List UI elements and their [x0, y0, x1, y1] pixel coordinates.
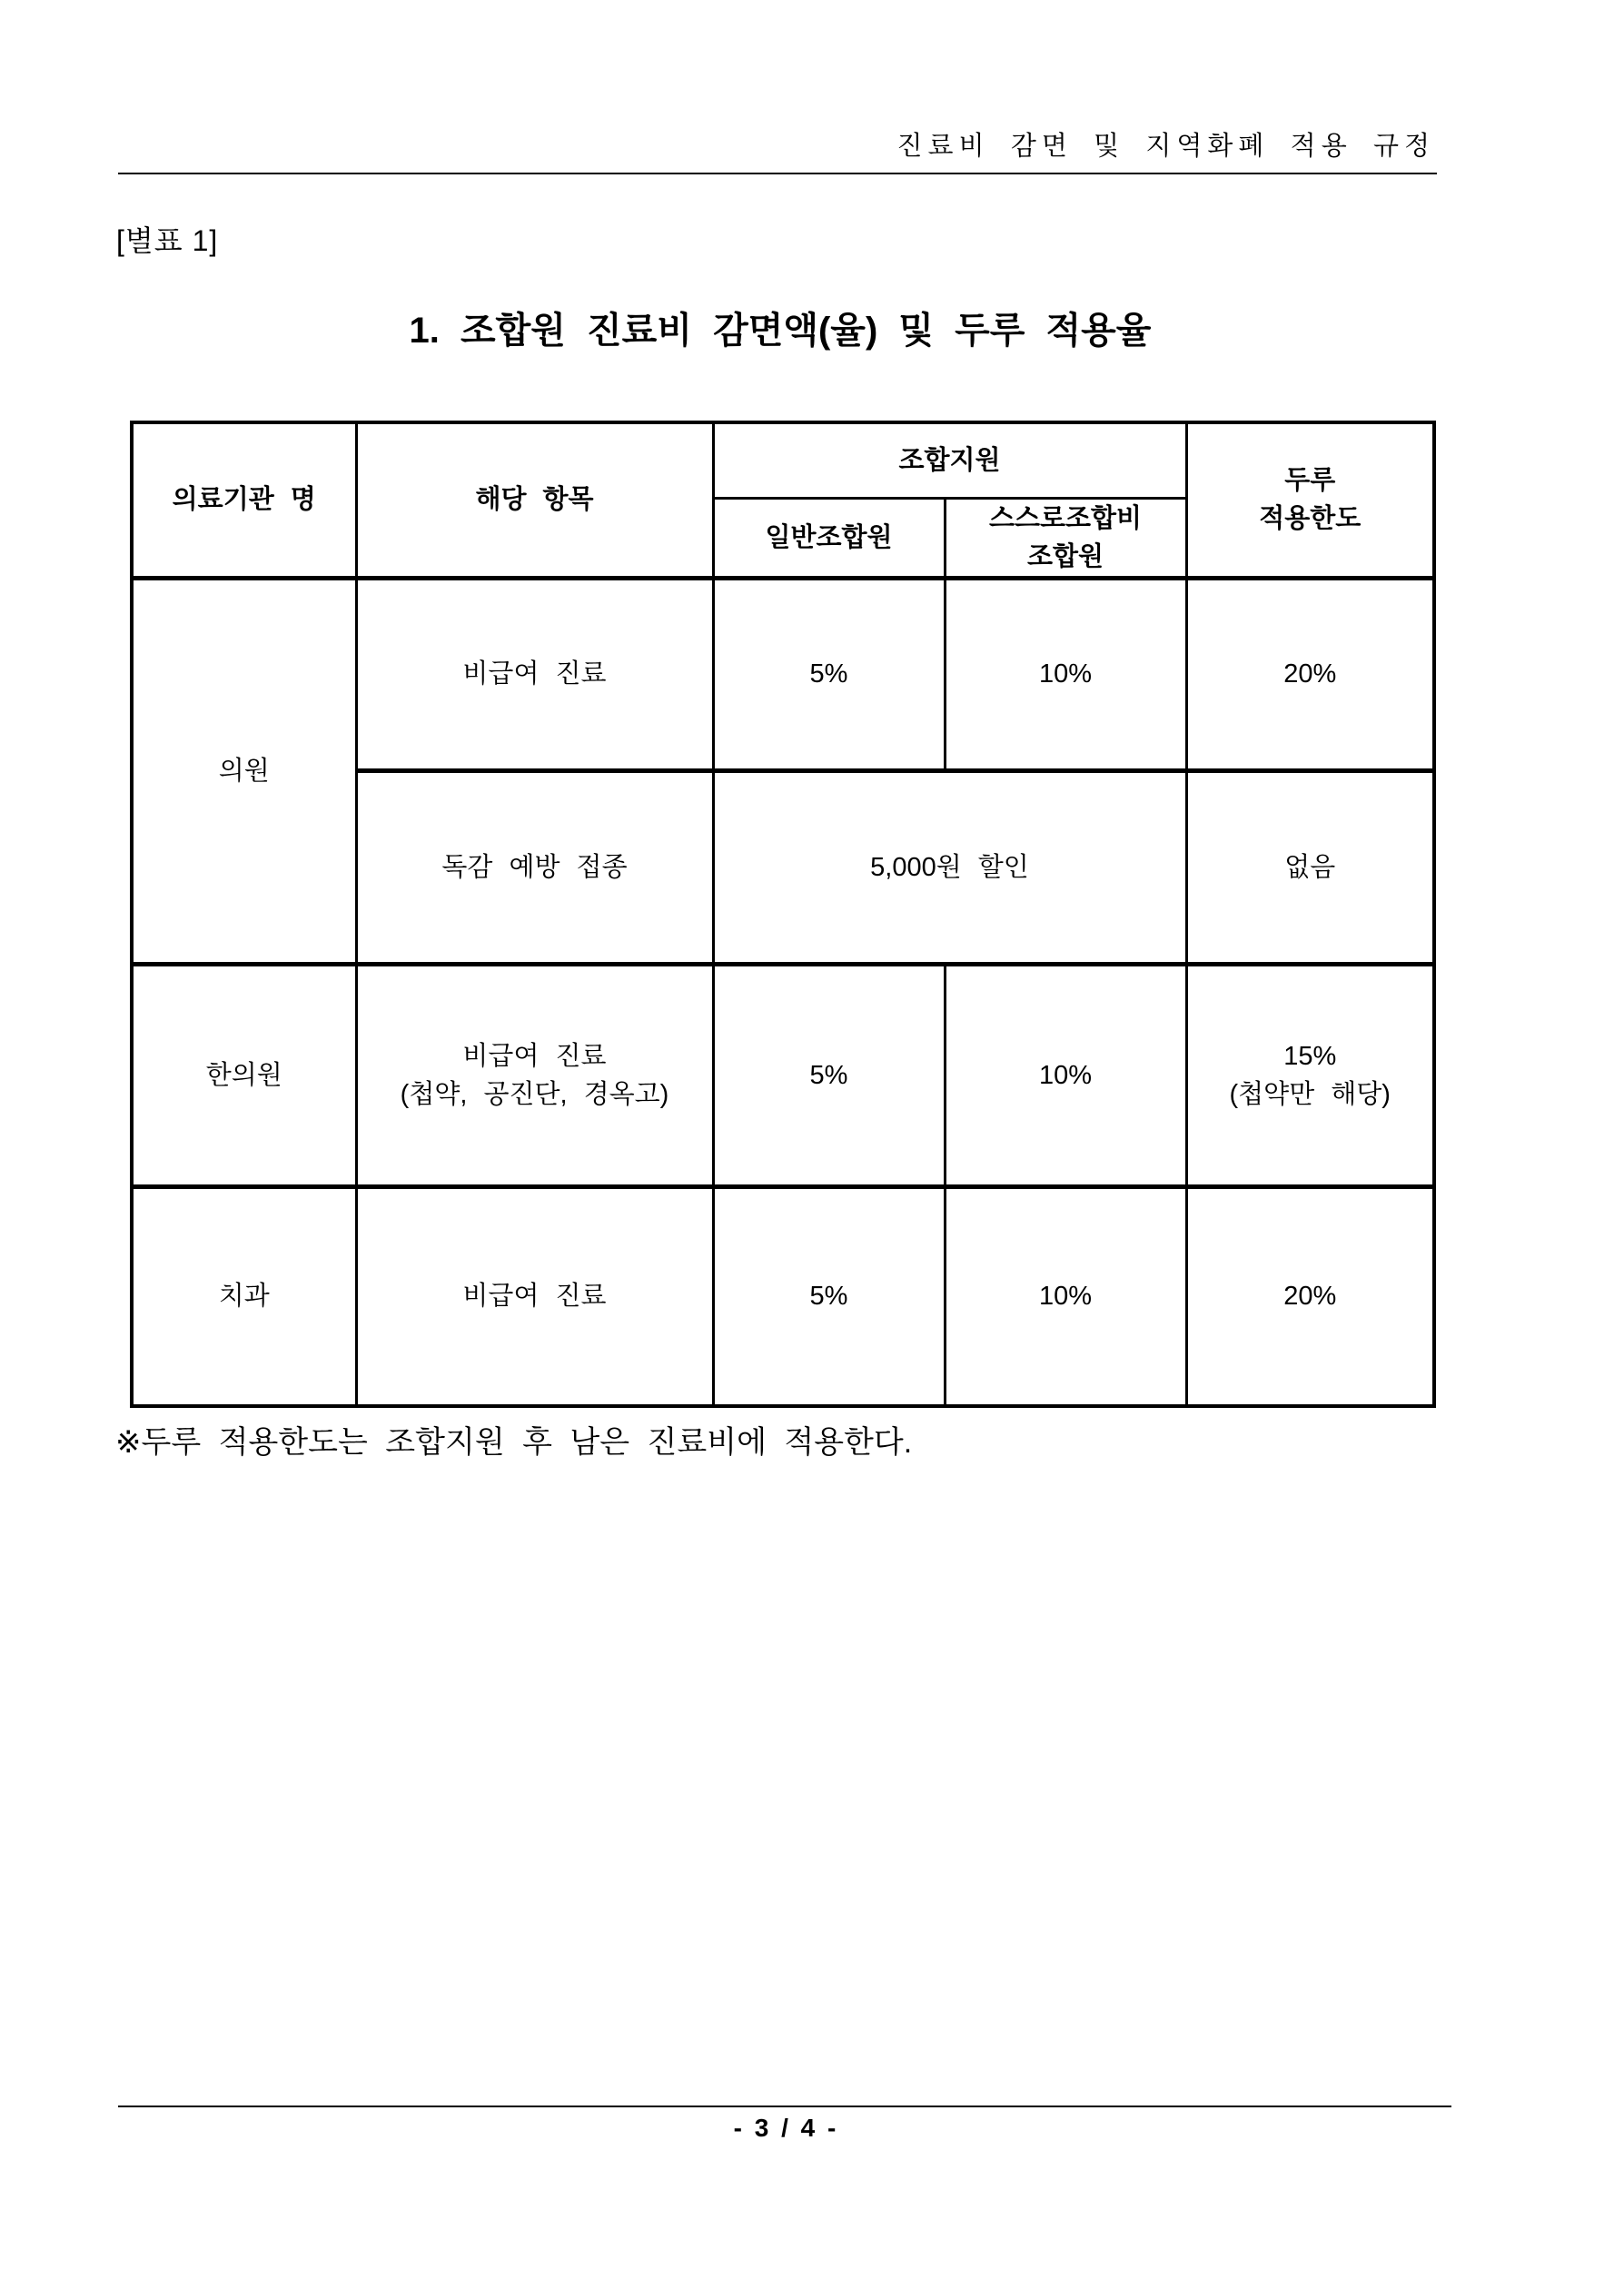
cell-general-rate: 5%	[713, 964, 945, 1186]
cell-self-rate: 10%	[945, 1186, 1186, 1406]
cell-duru-limit	[1186, 964, 1434, 1186]
col-header-general-member: 일반조합원	[713, 498, 945, 578]
table-row-clinic-nonreimbursed	[132, 578, 1434, 770]
discount-rate-table	[130, 421, 1436, 1408]
cell-institution-dental: 치과	[132, 1186, 356, 1406]
cell-institution-korean-medicine: 한의원	[132, 964, 356, 1186]
cell-item: 비급여 진료	[356, 578, 713, 770]
cell-self-rate: 10%	[945, 964, 1186, 1186]
col-header-self-member	[945, 498, 1186, 578]
duru-limit-line1: 15%	[1283, 1041, 1337, 1071]
running-header-title: 진료비 감면 및 지역화폐 적용 규정	[896, 132, 1435, 161]
cell-support-merged: 5,000원 할인	[713, 770, 1186, 964]
col-header-duru-limit	[1186, 422, 1434, 578]
table-row-dental	[132, 1186, 1434, 1406]
cell-institution-clinic: 의원	[132, 578, 356, 964]
header-rule	[118, 173, 1437, 174]
cell-item	[356, 964, 713, 1186]
duru-limit-line2: (첩약만 해당)	[1229, 1079, 1391, 1109]
table-row-korean-medicine	[132, 964, 1434, 1186]
duru-header-line2: 적용한도	[1259, 504, 1362, 534]
cell-self-rate: 10%	[945, 578, 1186, 770]
cell-general-rate: 5%	[713, 578, 945, 770]
page-number: - 3 / 4 -	[733, 2114, 837, 2142]
cell-duru-limit: 없음	[1186, 770, 1434, 964]
self-member-header-line2: 조합원	[1026, 541, 1104, 571]
col-header-support-group: 조합지원	[713, 422, 1186, 498]
page-title: 1. 조합원 진료비 감면액(율) 및 두루 적용율	[409, 311, 1152, 351]
col-header-institution: 의료기관 명	[132, 422, 356, 578]
duru-header-line1: 두루	[1284, 466, 1336, 496]
item-line1: 비급여 진료	[462, 1041, 607, 1071]
col-header-item: 해당 항목	[356, 422, 713, 578]
cell-duru-limit: 20%	[1186, 578, 1434, 770]
self-member-header-line1: 스스로조합비	[988, 503, 1143, 533]
footnote: ※두루 적용한도는 조합지원 후 남은 진료비에 적용한다.	[115, 1425, 913, 1460]
annex-label: [별표 1]	[116, 224, 219, 257]
item-line2: (첩약, 공진단, 경옥고)	[400, 1079, 669, 1109]
header-row-top	[132, 422, 1434, 498]
cell-general-rate: 5%	[713, 1186, 945, 1406]
footer-rule	[118, 2106, 1451, 2107]
cell-item: 비급여 진료	[356, 1186, 713, 1406]
cell-duru-limit: 20%	[1186, 1186, 1434, 1406]
cell-item: 독감 예방 접종	[356, 770, 713, 964]
